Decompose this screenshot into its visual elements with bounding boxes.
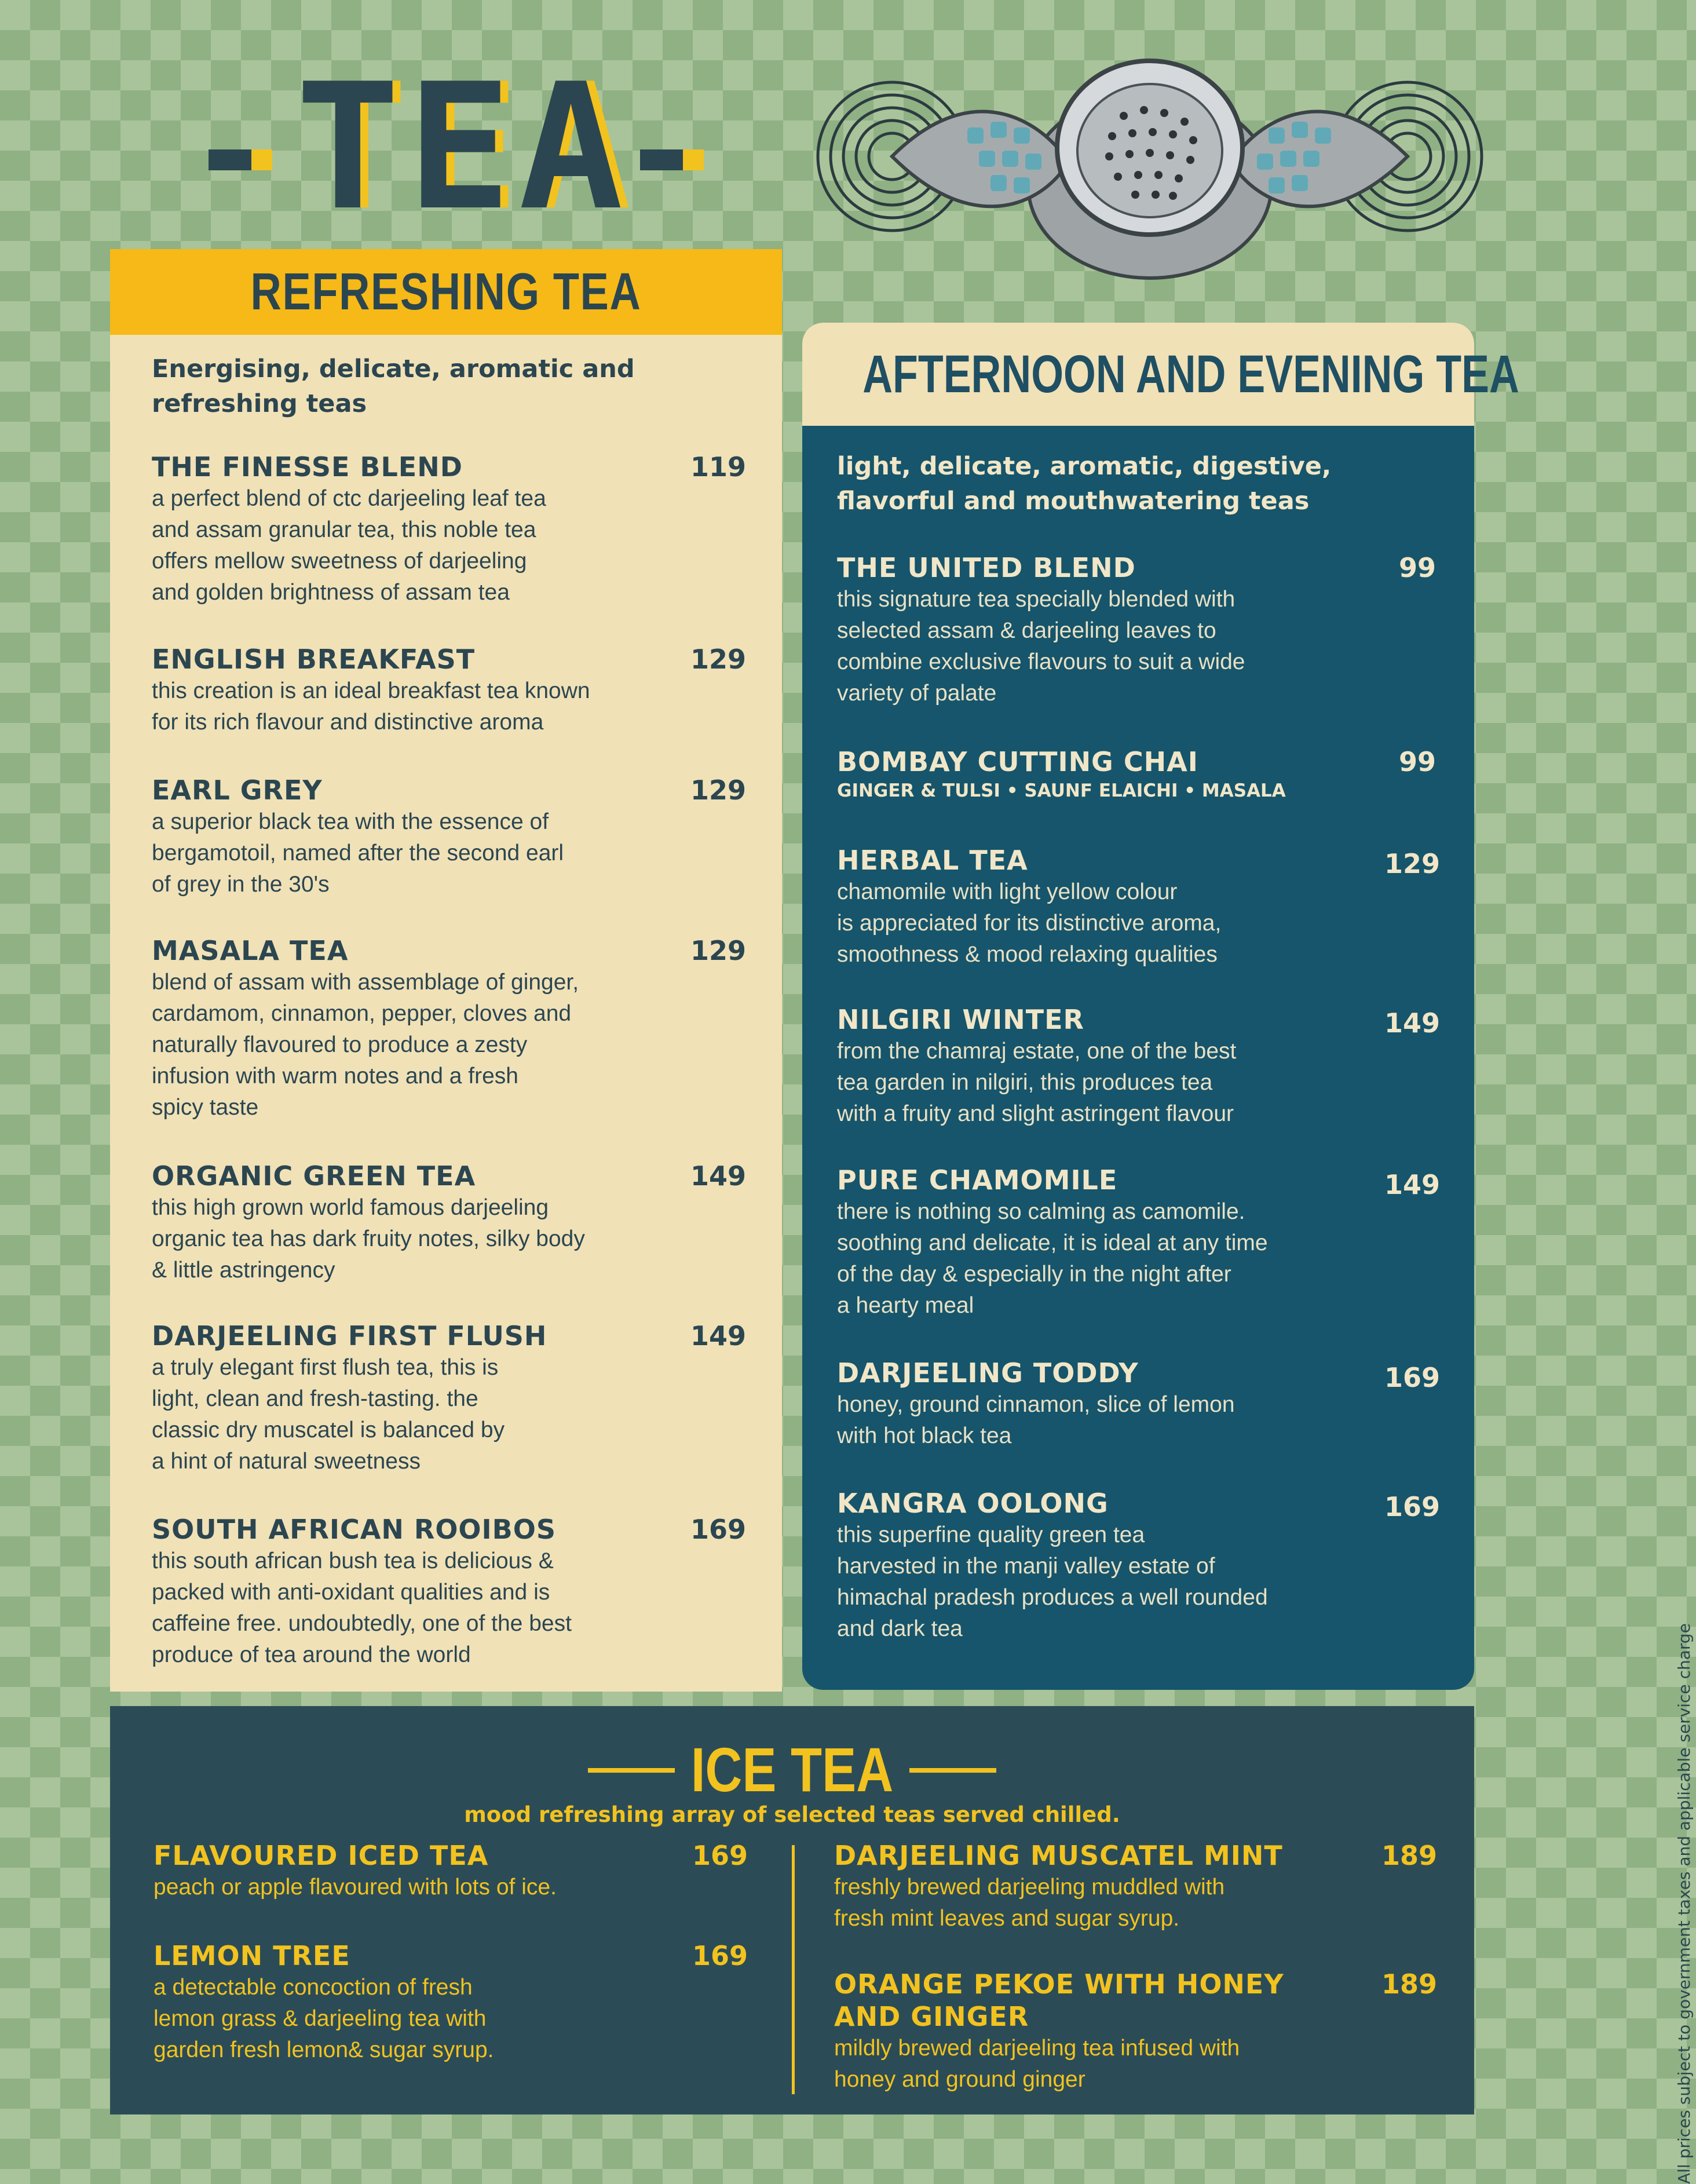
ice-tea-panel [110, 1706, 1474, 2114]
ice-tea-rule-right [909, 1768, 996, 1773]
title-left-dash [209, 149, 272, 170]
item-description: chamomile with light yellow colour is appreciated for its distinctive aroma, smoothness & mood relaxing qualities [837, 879, 1222, 967]
item-name: LEMON TREE [153, 1940, 350, 1971]
menu-title-block [209, 46, 707, 249]
menu-item-south-african-rooibos [152, 1513, 754, 1671]
refreshing-tea-header [110, 249, 782, 335]
item-description: a superior black tea with the essence of bergamotoil, named after the second earl of grey in the 30's [152, 809, 564, 897]
intro-line: refreshing teas [152, 389, 367, 418]
item-name: FLAVOURED ICED TEA [153, 1840, 489, 1871]
menu-item-masala-tea [152, 934, 754, 1123]
ice-tea-title: ICE TEA [690, 1734, 894, 1805]
intro-line: light, delicate, aromatic, digestive, [837, 452, 1332, 481]
item-name: DARJEELING MUSCATEL MINT [834, 1840, 1283, 1871]
item-name: HERBAL TEA [837, 845, 1028, 876]
menu-item-english-breakfast [152, 643, 754, 738]
ice-tea-divider [792, 1845, 795, 2094]
item-name: SOUTH AFRICAN ROOIBOS [152, 1514, 556, 1545]
menu-item-flavoured-iced-tea [153, 1839, 767, 1903]
item-price: 169 [1384, 1491, 1441, 1522]
menu-item-nilgiri-winter [837, 1003, 1451, 1130]
item-description: this south african bush tea is delicious & packed with anti-oxidant qualities and is caffeine free. undoubtedly, one of the best produce of tea around the world [152, 1548, 572, 1667]
menu-item-darjeeling-toddy [837, 1357, 1451, 1452]
menu-item-bombay-cutting-chai [837, 746, 1451, 804]
item-name: PURE CHAMOMILE [837, 1164, 1118, 1196]
item-description: a truly elegant first flush tea, this is light, clean and fresh-tasting. the classic dry muscatel is balanced by a hint of natural sweetness [152, 1355, 505, 1474]
item-price: 189 [1381, 1840, 1438, 1871]
item-description: this creation is an ideal breakfast tea known for its rich flavour and distinctive aroma [152, 678, 590, 735]
item-name: ORGANIC GREEN TEA [152, 1160, 476, 1192]
item-name: ORANGE PEKOE WITH HONEY AND GINGER [834, 1968, 1284, 2032]
menu-item-finesse-blend [152, 451, 754, 608]
refreshing-tea-intro [152, 352, 635, 421]
refreshing-tea-title: REFRESHING TEA [250, 263, 642, 321]
afternoon-tea-intro [837, 449, 1331, 518]
item-name: DARJEELING TODDY [837, 1357, 1139, 1389]
item-price: 119 [690, 451, 747, 483]
afternoon-evening-tea-header [802, 323, 1519, 426]
item-description: from the chamraj estate, one of the best tea garden in nilgiri, this produces tea with a fruity and slight astringent flavour [837, 1039, 1237, 1126]
tea-strainer-illustration [817, 41, 1483, 284]
menu-item-organic-green-tea [152, 1160, 754, 1286]
item-price: 99 [1399, 746, 1437, 777]
item-description: this superfine quality green tea harvested in the manji valley estate of himachal pradesh produces a well rounded and dark tea [837, 1522, 1268, 1641]
item-description: this high grown world famous darjeeling organic tea has dark fruity notes, silky body & little astringency [152, 1195, 585, 1283]
item-price: 99 [1399, 552, 1437, 583]
ice-tea-intro: mood refreshing array of selected teas served chilled. [464, 1802, 1120, 1827]
item-description: a detectable concoction of fresh lemon grass & darjeeling tea with garden fresh lemon& sugar syrup. [153, 1975, 494, 2062]
item-name: MASALA TEA [152, 935, 349, 966]
item-name: BOMBAY CUTTING CHAI [837, 746, 1198, 777]
item-price: 149 [690, 1320, 747, 1352]
intro-line: flavorful and mouthwatering teas [837, 487, 1310, 516]
item-price: 169 [692, 1840, 748, 1871]
item-description: blend of assam with assemblage of ginger, cardamom, cinnamon, pepper, cloves and naturally flavoured to produce a zesty infusion with warm notes and a fresh spicy taste [152, 970, 579, 1120]
item-description: peach or apple flavoured with lots of ice. [153, 1875, 557, 1900]
item-description: there is nothing so calming as camomile. soothing and delicate, it is ideal at any time of the day & especially in the night after a hearty meal [837, 1199, 1268, 1318]
item-price: 169 [690, 1514, 747, 1545]
item-name: ENGLISH BREAKFAST [152, 644, 476, 675]
intro-line: Energising, delicate, aromatic and [152, 355, 635, 384]
menu-item-united-blend [837, 552, 1451, 709]
item-price: 169 [1384, 1362, 1441, 1393]
menu-item-lemon-tree [153, 1940, 767, 2066]
item-price: 129 [1384, 848, 1441, 879]
item-price: 129 [690, 935, 747, 966]
item-price: 129 [690, 775, 747, 806]
item-name: THE UNITED BLEND [837, 552, 1136, 583]
item-name: THE FINESSE BLEND [152, 451, 463, 483]
chai-variants: GINGER & TULSI • SAUNF ELAICHI • MASALA [837, 780, 1286, 801]
item-description: mildly brewed darjeeling tea infused with honey and ground ginger [834, 2036, 1240, 2092]
menu-item-earl-grey [152, 774, 754, 900]
afternoon-evening-tea-panel [802, 323, 1519, 1690]
menu-title: TEA [295, 46, 630, 249]
item-price: 129 [690, 644, 747, 675]
item-description: this signature tea specially blended with selected assam & darjeeling leaves to combine exclusive flavours to suit a wide variety of palate [837, 587, 1245, 706]
item-price: 149 [690, 1160, 747, 1192]
item-price: 189 [1381, 1968, 1438, 2000]
refreshing-tea-panel [110, 249, 782, 1692]
afternoon-evening-tea-title: AFTERNOON AND EVENING TEA [862, 345, 1519, 404]
menu-item-herbal-tea [837, 844, 1451, 970]
item-name: DARJEELING FIRST FLUSH [152, 1320, 547, 1352]
tax-disclaimer: All prices subject to government taxes and applicable service charge [1675, 1623, 1694, 2184]
item-name: KANGRA OOLONG [837, 1488, 1109, 1519]
menu-item-orange-pekoe [834, 1968, 1448, 2095]
item-description: a perfect blend of ctc darjeeling leaf tea and assam granular tea, this noble tea offers mellow sweetness of darjeeling and golden brightness of assam tea [152, 486, 546, 605]
item-price: 169 [692, 1940, 748, 1971]
title-right-dash [640, 149, 704, 170]
menu-item-darjeeling-muscatel-mint [834, 1839, 1448, 1934]
item-name: EARL GREY [152, 775, 323, 806]
menu-item-pure-chamomile [837, 1164, 1451, 1321]
item-price: 149 [1384, 1169, 1441, 1200]
item-description: freshly brewed darjeeling muddled with fresh mint leaves and sugar syrup. [834, 1875, 1225, 1931]
menu-item-kangra-oolong [837, 1487, 1451, 1645]
item-name: NILGIRI WINTER [837, 1004, 1084, 1035]
item-description: honey, ground cinnamon, slice of lemon with hot black tea [837, 1392, 1235, 1448]
menu-item-darjeeling-first-flush [152, 1320, 754, 1477]
item-price: 149 [1384, 1007, 1441, 1039]
